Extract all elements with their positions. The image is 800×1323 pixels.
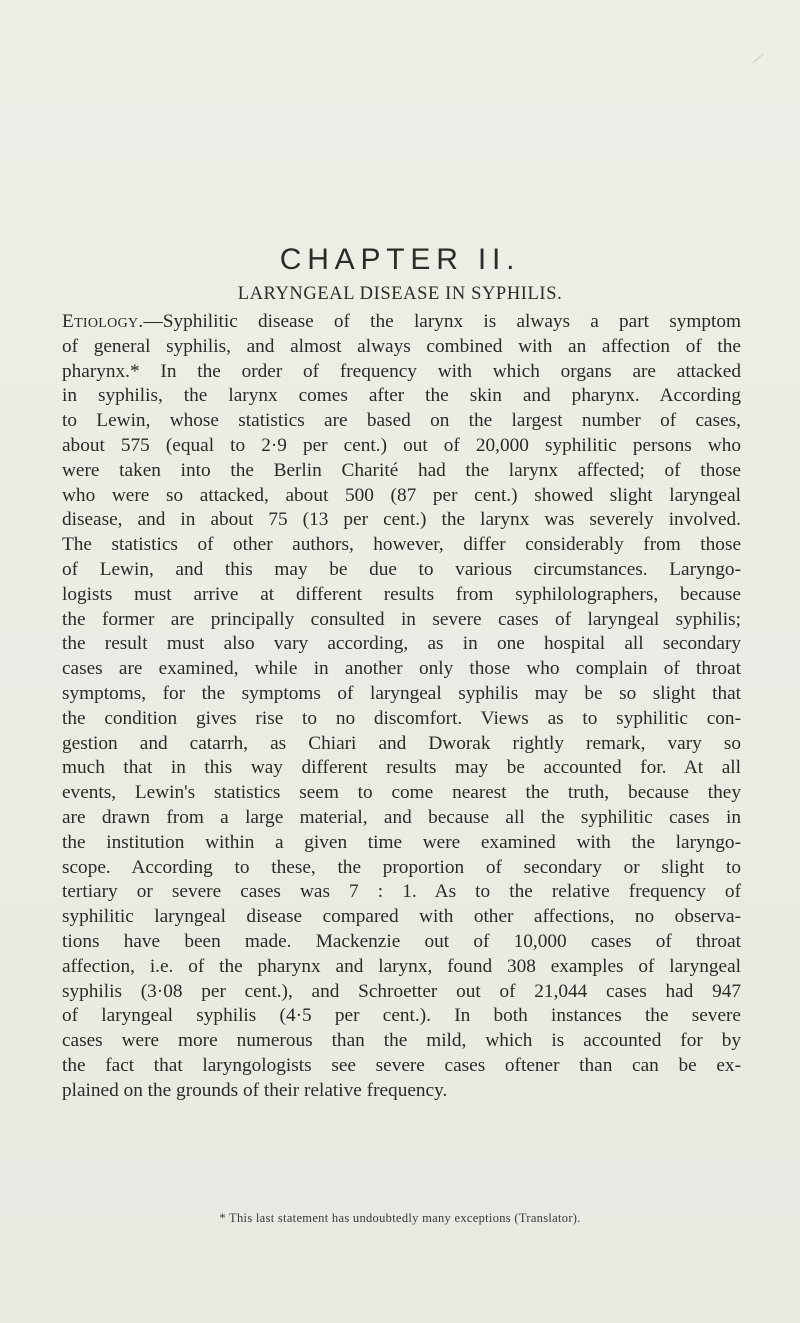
scan-artifact-mark: [752, 53, 763, 63]
paragraph-line: the former are principally consulted in severe cases of laryngeal syphilis;: [62, 608, 741, 630]
paragraph-line: are drawn from a large material, and because all the syphilitic cases in: [62, 806, 741, 828]
paragraph-line: tions have been made. Mackenzie out of 10,000 cases of throat: [62, 930, 741, 952]
paragraph-line: of laryngeal syphilis (4·5 per cent.). In both instances the severe: [62, 1005, 741, 1027]
paragraph-line: the result must also vary according, as in one hospital all secondary: [62, 633, 741, 655]
paragraph-line: the fact that laryngologists see severe cases oftener than can be ex-: [62, 1054, 741, 1076]
paragraph-line-text: —Syphilitic disease of the larynx is always a part symptom: [143, 311, 741, 332]
footnote: * This last statement has undoubtedly many exceptions (Translator).: [219, 1211, 581, 1225]
paragraph-line: who were so attacked, about 500 (87 per cent.) showed slight laryngeal: [62, 484, 741, 506]
paragraph-line: disease, and in about 75 (13 per cent.) the larynx was severely involved.: [62, 509, 741, 531]
lead-term: Etiology.: [62, 311, 144, 332]
paragraph-line: in syphilis, the larynx comes after the skin and pharynx. According: [62, 385, 741, 407]
paragraph-line: about 575 (equal to 2·9 per cent.) out of 20,000 syphilitic persons who: [62, 434, 741, 456]
paragraph-line: events, Lewin's statistics seem to come nearest the truth, because they: [62, 782, 741, 804]
paragraph-line: scope. According to these, the proportion of secondary or slight to: [62, 856, 741, 878]
paragraph-line: tertiary or severe cases was 7 : 1. As to the relative frequency of: [62, 881, 741, 903]
paragraph-line: the institution within a given time were examined with the laryngo-: [62, 831, 741, 853]
paragraph-line: symptoms, for the symptoms of laryngeal syphilis may be so slight that: [62, 682, 741, 704]
paragraph-line: The statistics of other authors, however, differ considerably from those: [62, 534, 741, 556]
paragraph-line: syphilis (3·08 per cent.), and Schroetter out of 21,044 cases had 947: [62, 980, 741, 1002]
paragraph-line: logists must arrive at different results from syphilolographers, because: [62, 583, 741, 605]
paragraph-line: to Lewin, whose statistics are based on the largest number of cases,: [62, 410, 741, 432]
paragraph-line: pharynx.* In the order of frequency with which organs are attacked: [62, 360, 741, 382]
paragraph-line: plained on the grounds of their relative frequency.: [62, 1079, 448, 1101]
body-paragraph: [62, 310, 741, 1104]
section-title: LARYNGEAL DISEASE IN SYPHILIS.: [237, 284, 563, 304]
paragraph-line: syphilitic laryngeal disease compared with other affections, no observa-: [62, 906, 741, 928]
paragraph-line: much that in this way different results may be accounted for. At all: [62, 757, 741, 779]
paragraph-line: cases were more numerous than the mild, which is accounted for by: [62, 1030, 741, 1052]
paragraph-line: of Lewin, and this may be due to various circumstances. Laryngo-: [62, 558, 741, 580]
paragraph-line: were taken into the Berlin Charité had the larynx affected; of those: [62, 459, 741, 481]
paragraph-line: the condition gives rise to no discomfort. Views as to syphilitic con-: [62, 707, 741, 729]
paragraph-line: of general syphilis, and almost always combined with an affection of the: [62, 335, 741, 357]
paragraph-line: [62, 310, 741, 335]
paragraph-line: gestion and catarrh, as Chiari and Dworak rightly remark, vary so: [62, 732, 741, 754]
chapter-heading: CHAPTER II.: [279, 243, 521, 276]
paragraph-line: affection, i.e. of the pharynx and larynx, found 308 examples of laryngeal: [62, 955, 741, 977]
paragraph-line: cases are examined, while in another only those who complain of throat: [62, 658, 741, 680]
